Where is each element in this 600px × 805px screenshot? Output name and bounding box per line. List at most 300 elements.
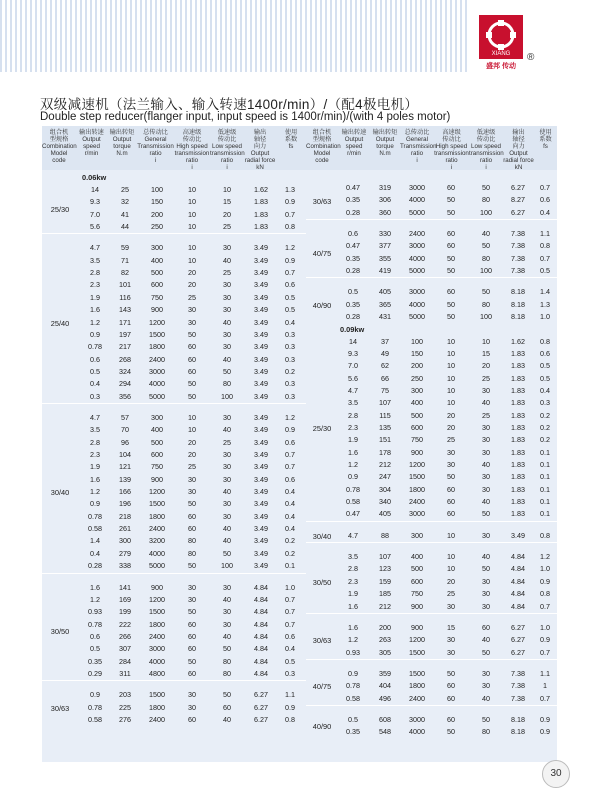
table-cell: 250 bbox=[151, 222, 163, 232]
table-cell: 25 bbox=[482, 410, 490, 420]
table-cell: 0.5 bbox=[285, 292, 295, 302]
table-cell: 3.49 bbox=[254, 280, 268, 290]
table-cell: 25 bbox=[482, 373, 490, 383]
table-cell: 100 bbox=[221, 561, 233, 571]
table-cell: 750 bbox=[151, 462, 163, 472]
table-cell: 365 bbox=[379, 299, 391, 309]
table-cell: 57 bbox=[121, 412, 129, 422]
table-cell: 30 bbox=[188, 305, 196, 315]
table-cell: 2.8 bbox=[348, 564, 358, 574]
table-cell: 0.3 bbox=[285, 329, 295, 339]
table-cell: 50 bbox=[223, 366, 231, 376]
table-cell: 0.47 bbox=[346, 509, 360, 519]
table-cell: 0.5 bbox=[540, 361, 550, 371]
table-cell: 151 bbox=[379, 435, 391, 445]
table-cell: 1.83 bbox=[511, 398, 525, 408]
table-cell: 319 bbox=[379, 183, 391, 192]
table-cell: 8.18 bbox=[511, 714, 525, 724]
table-cell: 1.6 bbox=[90, 474, 100, 484]
table-cell: 50 bbox=[188, 607, 196, 617]
table-cell: 3.49 bbox=[254, 437, 268, 447]
table-cell: 1500 bbox=[409, 472, 425, 482]
page-number: 30 bbox=[542, 760, 570, 788]
table-cell: 0.7 bbox=[285, 450, 295, 459]
table-cell: 266 bbox=[119, 631, 131, 641]
table-cell: 1.2 bbox=[90, 317, 100, 327]
table-cell: 10 bbox=[447, 373, 455, 383]
table-cell: 0.9 bbox=[90, 690, 100, 700]
table-cell: 30 bbox=[482, 681, 490, 691]
table-cell: 0.47 bbox=[346, 183, 360, 192]
table-cell: 96 bbox=[121, 437, 129, 447]
table-cell: 30 bbox=[447, 601, 455, 611]
table-cell: 9.3 bbox=[348, 348, 358, 358]
table-cell: 60 bbox=[223, 702, 231, 712]
table-cell: 30 bbox=[482, 447, 490, 457]
table-cell: 400 bbox=[411, 552, 423, 562]
table-cell: 405 bbox=[379, 287, 391, 297]
table-cell: 1.2 bbox=[285, 243, 295, 253]
table-cell: 30 bbox=[223, 329, 231, 339]
table-cell: 135 bbox=[379, 422, 391, 432]
table-cell: 25 bbox=[223, 222, 231, 232]
table-cell: 0.35 bbox=[88, 656, 102, 666]
table-cell: 178 bbox=[379, 447, 391, 457]
column-header: 使用 系数 fs bbox=[284, 129, 298, 150]
table-cell: 60 bbox=[188, 366, 196, 376]
table-cell: 0.7 bbox=[285, 594, 295, 604]
table-cell: 0.3 bbox=[90, 391, 100, 401]
table-cell: 3.49 bbox=[254, 474, 268, 484]
table-cell: 15 bbox=[447, 622, 455, 632]
table-cell: 150 bbox=[151, 197, 163, 207]
table-cell: 0.1 bbox=[540, 460, 550, 469]
table-cell: 185 bbox=[379, 589, 391, 599]
table-cell: 7.38 bbox=[511, 668, 525, 678]
table-cell: 300 bbox=[411, 530, 423, 540]
table-cell: 377 bbox=[379, 241, 391, 251]
column-header: 总传动比 General Transmission ratio i bbox=[400, 129, 437, 164]
table-cell: 107 bbox=[379, 398, 391, 408]
brand-logo bbox=[479, 15, 523, 75]
table-cell: 60 bbox=[188, 619, 196, 629]
table-cell: 1800 bbox=[149, 702, 165, 712]
table-cell: 750 bbox=[411, 435, 423, 445]
table-cell: 50 bbox=[482, 714, 490, 724]
table-cell: 2400 bbox=[149, 631, 165, 641]
table-cell: 0.9 bbox=[285, 702, 295, 712]
table-cell: 0.7 bbox=[285, 268, 295, 278]
table-cell: 80 bbox=[482, 253, 490, 263]
table-cell: 3000 bbox=[409, 183, 425, 192]
group-separator bbox=[306, 277, 557, 278]
table-cell: 30 bbox=[482, 668, 490, 678]
table-cell: 0.78 bbox=[88, 619, 102, 629]
table-cell: 0.1 bbox=[540, 484, 550, 494]
table-cell: 3.49 bbox=[254, 243, 268, 253]
group-separator bbox=[306, 521, 557, 522]
table-cell: 0.78 bbox=[346, 681, 360, 691]
table-cell: 30 bbox=[482, 589, 490, 599]
table-cell: 30 bbox=[223, 499, 231, 509]
table-cell: 100 bbox=[151, 185, 163, 194]
table-cell: 3.49 bbox=[254, 391, 268, 401]
table-cell: 3.5 bbox=[348, 552, 358, 562]
table-cell: 0.7 bbox=[285, 607, 295, 617]
table-cell: 37 bbox=[381, 336, 389, 346]
table-cell: 100 bbox=[480, 266, 492, 276]
table-cell: 2.3 bbox=[348, 422, 358, 432]
group-separator bbox=[306, 219, 557, 220]
table-cell: 60 bbox=[447, 693, 455, 703]
table-cell: 4.84 bbox=[254, 619, 268, 629]
table-cell: 0.28 bbox=[346, 266, 360, 276]
table-cell: 1.1 bbox=[540, 668, 550, 678]
column-header: 组合机 型规格 Combination Model code bbox=[306, 129, 341, 164]
table-cell: 59 bbox=[121, 243, 129, 253]
table-cell: 197 bbox=[119, 329, 131, 339]
right-table bbox=[306, 126, 557, 762]
table-cell: 50 bbox=[447, 312, 455, 322]
table-cell: 338 bbox=[119, 561, 131, 571]
table-cell: 1.83 bbox=[511, 447, 525, 457]
table-cell: 1.2 bbox=[285, 412, 295, 422]
table-cell: 0.8 bbox=[540, 336, 550, 346]
table-cell: 60 bbox=[188, 644, 196, 654]
table-cell: 3.49 bbox=[254, 292, 268, 302]
table-cell: 80 bbox=[223, 379, 231, 389]
table-cell: 104 bbox=[119, 450, 131, 459]
table-cell: 4.7 bbox=[90, 412, 100, 422]
table-cell: 1500 bbox=[149, 499, 165, 509]
table-cell: 196 bbox=[119, 499, 131, 509]
table-cell: 20 bbox=[447, 410, 455, 420]
table-cell: 500 bbox=[411, 564, 423, 574]
table-cell: 25 bbox=[121, 185, 129, 194]
column-header: 低速级 传动比 Low speed transmission ratio i bbox=[469, 129, 504, 171]
table-cell: 0.6 bbox=[285, 631, 295, 641]
table-cell: 6.27 bbox=[254, 702, 268, 712]
table-cell: 0.2 bbox=[540, 410, 550, 420]
table-cell: 4.84 bbox=[511, 552, 525, 562]
table-cell: 1.62 bbox=[254, 185, 268, 194]
table-cell: 500 bbox=[151, 268, 163, 278]
table-cell: 2.8 bbox=[348, 410, 358, 420]
table-cell: 1.2 bbox=[540, 552, 550, 562]
table-cell: 0.78 bbox=[346, 484, 360, 494]
table-cell: 0.6 bbox=[540, 195, 550, 205]
table-cell: 3000 bbox=[409, 509, 425, 519]
table-cell: 30 bbox=[482, 601, 490, 611]
table-cell: 2400 bbox=[409, 229, 425, 239]
table-cell: 3.49 bbox=[254, 305, 268, 315]
table-cell: 0.6 bbox=[540, 348, 550, 358]
table-cell: 40 bbox=[482, 229, 490, 239]
table-cell: 20 bbox=[223, 209, 231, 219]
table-cell: 50 bbox=[223, 644, 231, 654]
table-cell: 40 bbox=[223, 524, 231, 534]
table-cell: 1.83 bbox=[511, 435, 525, 445]
table-cell: 7.38 bbox=[511, 693, 525, 703]
table-cell: 3.49 bbox=[254, 450, 268, 459]
table-cell: 0.1 bbox=[285, 561, 295, 571]
table-cell: 40 bbox=[482, 552, 490, 562]
table-cell: 1.0 bbox=[540, 312, 550, 322]
table-cell: 900 bbox=[151, 474, 163, 484]
table-cell: 1.83 bbox=[511, 373, 525, 383]
table-cell: 20 bbox=[188, 450, 196, 459]
group-separator bbox=[42, 680, 306, 681]
left-table bbox=[42, 126, 306, 762]
table-cell: 3.49 bbox=[254, 462, 268, 472]
table-cell: 30 bbox=[223, 412, 231, 422]
table-cell: 50 bbox=[188, 656, 196, 666]
table-cell: 1.9 bbox=[348, 589, 358, 599]
table-cell: 608 bbox=[379, 714, 391, 724]
table-cell: 15 bbox=[223, 197, 231, 207]
table-cell: 123 bbox=[379, 564, 391, 574]
table-cell: 7.38 bbox=[511, 229, 525, 239]
table-cell: 4000 bbox=[409, 253, 425, 263]
table-cell: 0.4 bbox=[285, 487, 295, 497]
table-cell: 50 bbox=[188, 391, 196, 401]
table-cell: 30 bbox=[447, 460, 455, 469]
table-cell: 0.4 bbox=[285, 524, 295, 534]
table-cell: 30 bbox=[482, 484, 490, 494]
table-cell: 0.28 bbox=[88, 561, 102, 571]
table-cell: 115 bbox=[379, 410, 391, 420]
table-cell: 20 bbox=[447, 576, 455, 586]
table-cell: 356 bbox=[119, 391, 131, 401]
table-cell: 300 bbox=[151, 243, 163, 253]
table-cell: 30 bbox=[482, 530, 490, 540]
table-cell: 0.7 bbox=[540, 647, 550, 657]
table-cell: 75 bbox=[381, 385, 389, 395]
table-cell: 40 bbox=[482, 460, 490, 469]
table-cell: 50 bbox=[447, 668, 455, 678]
table-cell: 1.83 bbox=[254, 209, 268, 219]
table-cell: 0.4 bbox=[90, 548, 100, 558]
table-cell: 150 bbox=[411, 348, 423, 358]
table-cell: 30 bbox=[223, 450, 231, 459]
table-cell: 0.9 bbox=[540, 576, 550, 586]
table-cell: 2.3 bbox=[348, 576, 358, 586]
table-cell: 0.9 bbox=[540, 714, 550, 724]
column-header: 输出 轴径 向力 Output radial force kN bbox=[503, 129, 534, 171]
table-cell: 80 bbox=[482, 195, 490, 205]
table-cell: 250 bbox=[411, 373, 423, 383]
table-cell: 50 bbox=[447, 727, 455, 737]
table-cell: 3.49 bbox=[254, 255, 268, 265]
table-cell: 40 bbox=[223, 317, 231, 327]
table-cell: 71 bbox=[121, 255, 129, 265]
table-cell: 6.27 bbox=[254, 690, 268, 700]
table-cell: 3.49 bbox=[254, 511, 268, 521]
table-cell: 1.6 bbox=[90, 305, 100, 315]
power-label: 0.09kw bbox=[340, 324, 365, 334]
table-cell: 30 bbox=[188, 317, 196, 327]
table-cell: 4000 bbox=[149, 656, 165, 666]
left-table-header bbox=[42, 126, 306, 170]
model-code: 40/90 bbox=[312, 722, 332, 732]
page-title-en: Double step reducer(flanger input, input speed is 1400r/min)/(with 4 poles motor) bbox=[40, 111, 451, 123]
table-cell: 4.84 bbox=[254, 594, 268, 604]
table-cell: 10 bbox=[447, 564, 455, 574]
table-cell: 0.1 bbox=[540, 447, 550, 457]
table-cell: 305 bbox=[379, 647, 391, 657]
logo-emblem bbox=[479, 15, 523, 59]
column-header: 输出转速 Output speed r/min bbox=[341, 129, 367, 157]
table-cell: 1200 bbox=[149, 487, 165, 497]
table-cell: 300 bbox=[411, 385, 423, 395]
table-cell: 14 bbox=[91, 185, 99, 194]
table-cell: 1.1 bbox=[540, 229, 550, 239]
table-cell: 3.49 bbox=[254, 342, 268, 352]
logo-caption: 盛邦 传动 bbox=[486, 63, 516, 70]
table-cell: 2.3 bbox=[90, 450, 100, 459]
table-cell: 225 bbox=[119, 702, 131, 712]
table-cell: 40 bbox=[223, 487, 231, 497]
table-cell: 0.5 bbox=[285, 656, 295, 666]
table-cell: 60 bbox=[188, 631, 196, 641]
table-cell: 1.83 bbox=[254, 222, 268, 232]
table-cell: 400 bbox=[411, 398, 423, 408]
table-cell: 4.84 bbox=[254, 656, 268, 666]
table-cell: 0.7 bbox=[540, 253, 550, 263]
table-cell: 44 bbox=[121, 222, 129, 232]
table-cell: 7.0 bbox=[90, 209, 100, 219]
table-cell: 30 bbox=[482, 422, 490, 432]
table-cell: 4000 bbox=[409, 299, 425, 309]
table-cell: 50 bbox=[482, 647, 490, 657]
table-cell: 0.6 bbox=[285, 280, 295, 290]
table-cell: 10 bbox=[447, 336, 455, 346]
table-cell: 8.27 bbox=[511, 195, 525, 205]
model-code: 30/50 bbox=[312, 577, 332, 587]
table-cell: 3.49 bbox=[254, 379, 268, 389]
table-cell: 279 bbox=[119, 548, 131, 558]
table-cell: 1.2 bbox=[90, 487, 100, 497]
table-cell: 5000 bbox=[149, 391, 165, 401]
table-cell: 1.83 bbox=[511, 484, 525, 494]
model-code: 40/75 bbox=[312, 682, 332, 692]
table-cell: 25 bbox=[223, 268, 231, 278]
table-cell: 20 bbox=[188, 437, 196, 447]
table-cell: 60 bbox=[188, 715, 196, 724]
table-cell: 750 bbox=[411, 589, 423, 599]
table-cell: 50 bbox=[223, 690, 231, 700]
table-cell: 25 bbox=[188, 292, 196, 302]
header-band bbox=[0, 0, 470, 72]
table-cell: 60 bbox=[447, 287, 455, 297]
table-cell: 3.49 bbox=[254, 548, 268, 558]
table-cell: 4.7 bbox=[348, 385, 358, 395]
table-cell: 1.6 bbox=[348, 622, 358, 632]
table-cell: 6.27 bbox=[511, 183, 525, 192]
table-cell: 750 bbox=[151, 292, 163, 302]
table-cell: 3000 bbox=[409, 287, 425, 297]
table-cell: 404 bbox=[379, 681, 391, 691]
table-cell: 247 bbox=[379, 472, 391, 482]
table-cell: 15 bbox=[482, 348, 490, 358]
table-cell: 30 bbox=[223, 462, 231, 472]
group-separator bbox=[42, 403, 306, 404]
table-cell: 10 bbox=[447, 552, 455, 562]
table-cell: 4.84 bbox=[254, 644, 268, 654]
table-cell: 0.93 bbox=[346, 647, 360, 657]
table-cell: 60 bbox=[447, 183, 455, 192]
table-cell: 1.4 bbox=[540, 287, 550, 297]
table-cell: 20 bbox=[447, 422, 455, 432]
table-cell: 1.6 bbox=[348, 447, 358, 457]
table-cell: 0.47 bbox=[346, 241, 360, 251]
table-cell: 169 bbox=[119, 594, 131, 604]
table-cell: 0.3 bbox=[285, 354, 295, 364]
table-cell: 2400 bbox=[149, 524, 165, 534]
table-cell: 400 bbox=[151, 425, 163, 435]
table-cell: 4.84 bbox=[254, 582, 268, 592]
model-code: 30/40 bbox=[50, 488, 70, 498]
table-cell: 5000 bbox=[409, 312, 425, 322]
table-cell: 200 bbox=[379, 622, 391, 632]
table-cell: 600 bbox=[411, 576, 423, 586]
column-header: 总传动比 General Transmission ratio i bbox=[137, 129, 174, 164]
table-cell: 0.4 bbox=[90, 379, 100, 389]
table-cell: 1200 bbox=[409, 635, 425, 645]
table-cell: 30 bbox=[447, 447, 455, 457]
table-cell: 0.2 bbox=[285, 548, 295, 558]
table-cell: 30 bbox=[223, 511, 231, 521]
column-header: 高速级 传动比 High speed transmission ratio i bbox=[174, 129, 210, 171]
table-cell: 6.27 bbox=[511, 207, 525, 217]
table-cell: 0.7 bbox=[540, 601, 550, 611]
table-cell: 0.8 bbox=[540, 589, 550, 599]
table-cell: 3.5 bbox=[90, 255, 100, 265]
table-cell: 50 bbox=[447, 253, 455, 263]
table-cell: 1.6 bbox=[348, 601, 358, 611]
table-cell: 50 bbox=[482, 183, 490, 192]
table-cell: 50 bbox=[188, 499, 196, 509]
table-cell: 4000 bbox=[149, 548, 165, 558]
table-cell: 222 bbox=[119, 619, 131, 629]
table-cell: 40 bbox=[223, 255, 231, 265]
table-cell: 0.4 bbox=[285, 499, 295, 509]
table-cell: 0.5 bbox=[285, 305, 295, 315]
table-cell: 30 bbox=[447, 635, 455, 645]
table-cell: 4000 bbox=[409, 727, 425, 737]
table-cell: 50 bbox=[482, 241, 490, 251]
table-cell: 50 bbox=[447, 207, 455, 217]
table-cell: 30 bbox=[482, 472, 490, 482]
table-cell: 1.0 bbox=[540, 622, 550, 632]
table-cell: 30 bbox=[223, 582, 231, 592]
table-cell: 0.3 bbox=[285, 342, 295, 352]
table-cell: 0.7 bbox=[540, 183, 550, 192]
table-cell: 3.49 bbox=[254, 425, 268, 435]
table-cell: 0.35 bbox=[346, 195, 360, 205]
table-cell: 0.78 bbox=[88, 511, 102, 521]
table-cell: 1500 bbox=[149, 607, 165, 617]
table-cell: 100 bbox=[221, 391, 233, 401]
table-cell: 1800 bbox=[409, 681, 425, 691]
table-cell: 10 bbox=[447, 348, 455, 358]
table-cell: 1.9 bbox=[348, 435, 358, 445]
table-cell: 431 bbox=[379, 312, 391, 322]
table-cell: 30 bbox=[223, 292, 231, 302]
table-cell: 10 bbox=[223, 185, 231, 194]
table-cell: 0.1 bbox=[540, 497, 550, 507]
table-cell: 200 bbox=[411, 361, 423, 371]
